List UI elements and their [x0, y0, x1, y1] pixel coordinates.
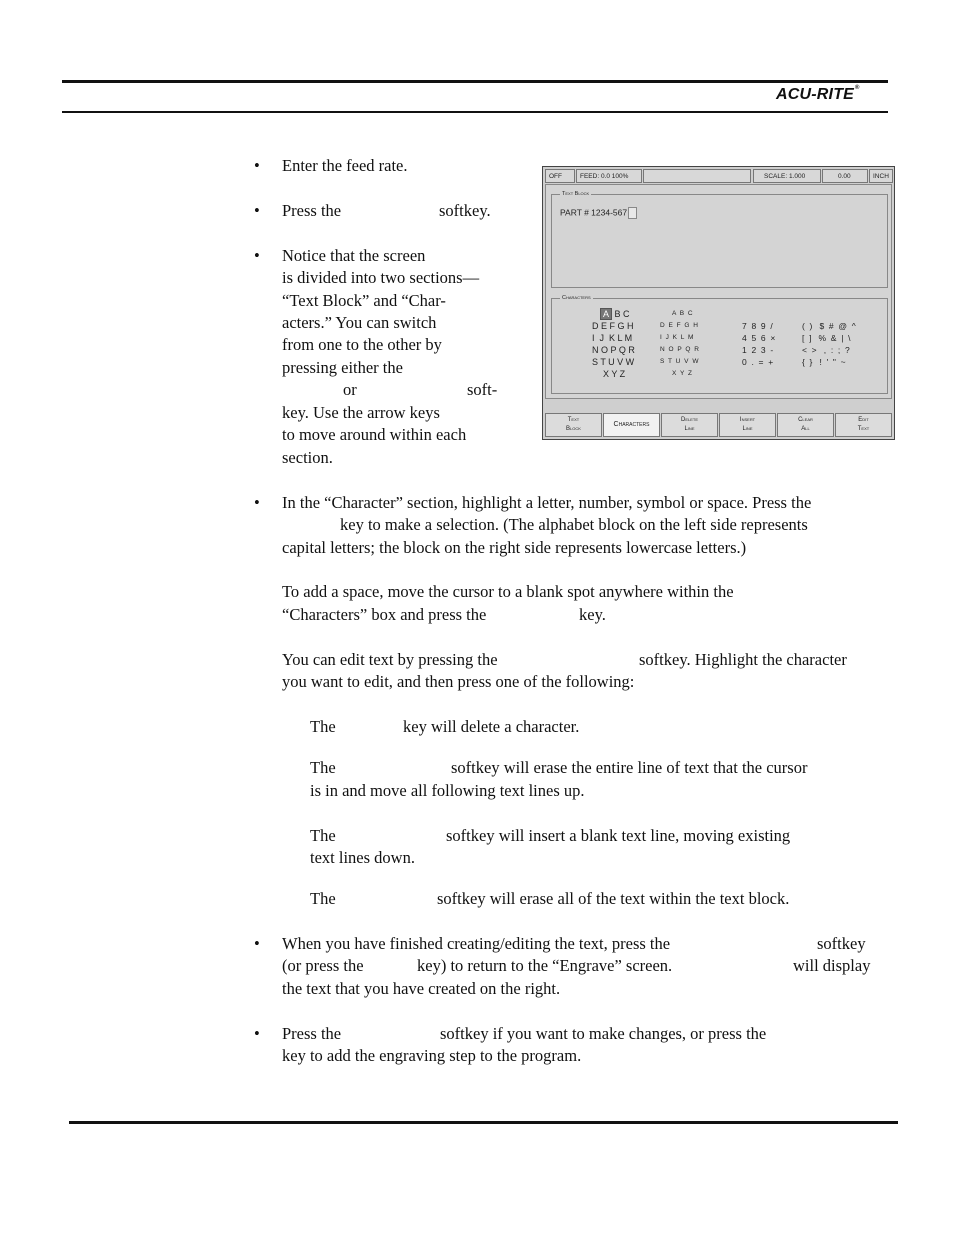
edit-line: softkey. Highlight the character: [639, 650, 847, 669]
status-feed: FEED: 0.0 100%: [576, 169, 642, 183]
char-row-lower[interactable]: I J K L M: [660, 334, 695, 341]
step-press-softkey-post: softkey.: [439, 201, 491, 220]
notice-line: Notice that the screen: [282, 246, 426, 265]
softkey-clear-all[interactable]: Clear All: [777, 413, 834, 437]
text-block-box: [551, 191, 888, 288]
item-the: The: [310, 758, 336, 777]
finish-line: will display: [793, 956, 871, 975]
char-row-upper[interactable]: I J K L M: [592, 333, 633, 343]
character-section-line: In the “Character” section, highlight a letter, number, symbol or space. Press the: [282, 493, 812, 512]
notice-line: is divided into two sections—: [282, 268, 480, 287]
notice-line: from one to the other by: [282, 335, 442, 354]
text-block-label: Text Block: [562, 191, 590, 197]
status-value: 0.00: [822, 169, 868, 183]
final-line: Press the: [282, 1024, 342, 1043]
softkey-delete-line[interactable]: Delete Line: [661, 413, 718, 437]
item-insert-line: text lines down.: [310, 848, 415, 867]
notice-line: or: [343, 380, 357, 399]
char-row-symbols[interactable]: < > , : ; ?: [802, 345, 850, 355]
char-row-digits[interactable]: 1 2 3 -: [742, 345, 774, 355]
status-scale: SCALE: 1.000: [753, 169, 821, 183]
notice-line: pressing either the: [282, 358, 403, 377]
notice-line: soft-: [467, 380, 498, 399]
space-line: “Characters” box and press the: [282, 605, 487, 624]
footer-rule: [69, 1121, 898, 1124]
dro-screen: [542, 166, 895, 440]
notice-line: “Text Block” and “Char-: [282, 291, 446, 310]
char-row-upper[interactable]: N O P Q R: [592, 345, 635, 355]
char-row-digits[interactable]: 4 5 6 ×: [742, 333, 776, 343]
bullet: •: [254, 493, 260, 512]
space-line: To add a space, move the cursor to a blank spot anywhere within the: [282, 582, 734, 601]
notice-line: acters.” You can switch: [282, 313, 437, 332]
finish-line: softkey: [817, 934, 866, 953]
char-row-symbols[interactable]: ( ) $ # @ ^: [802, 321, 856, 331]
softkey-text-block[interactable]: Text Block: [545, 413, 602, 437]
finish-line: the text that you have created on the right.: [282, 979, 561, 998]
item-delete-line: softkey will erase the entire line of text that the cursor: [451, 758, 808, 777]
final-line: key to add the engraving step to the program.: [282, 1046, 582, 1065]
bullet: •: [254, 246, 260, 265]
item-delete-line: is in and move all following text lines up.: [310, 781, 585, 800]
softkey-bar: [545, 413, 892, 437]
char-row-symbols[interactable]: [ ] % & | \: [802, 333, 851, 343]
step-press-softkey-pre: Press the: [282, 201, 342, 220]
header-bottom-rule: [62, 111, 888, 113]
item-the: The: [310, 717, 336, 736]
char-row-upper[interactable]: D E F G H: [592, 321, 634, 331]
item-the: The: [310, 826, 336, 845]
text-block-content: PART # 1234-567: [560, 207, 637, 219]
finish-line: key) to return to the “Engrave” screen.: [417, 956, 673, 975]
softkey-characters[interactable]: Characters: [603, 413, 660, 437]
char-row-lower[interactable]: X Y Z: [672, 370, 694, 377]
item-delete-key: key will delete a character.: [403, 717, 580, 736]
char-row-lower[interactable]: D E F G H: [660, 322, 699, 329]
char-row-upper[interactable]: X Y Z: [603, 369, 626, 379]
notice-line: key. Use the arrow keys: [282, 403, 440, 422]
char-row-digits[interactable]: 7 8 9 /: [742, 321, 773, 331]
char-row-upper[interactable]: S T U V W: [592, 357, 635, 367]
char-highlight[interactable]: A: [600, 308, 612, 320]
finish-line: (or press the: [282, 956, 364, 975]
char-row-symbols[interactable]: { } ! ' " ~: [802, 357, 846, 367]
finish-line: When you have finished creating/editing the text, press the: [282, 934, 671, 953]
char-row-lower[interactable]: N O P Q R: [660, 346, 700, 353]
status-bar: [545, 169, 892, 183]
edit-line: You can edit text by pressing the: [282, 650, 498, 669]
acu-rite-logo: ACU-RITE®: [776, 85, 860, 103]
header-top-rule: [62, 80, 888, 83]
character-section-line: capital letters; the block on the right side represents lowercase letters.): [282, 538, 747, 557]
char-row-lower[interactable]: S T U V W: [660, 358, 700, 365]
bullet: •: [254, 156, 260, 175]
final-line: softkey if you want to make changes, or press the: [440, 1024, 767, 1043]
main-panel: [545, 184, 892, 399]
bullet: •: [254, 201, 260, 220]
item-the: The: [310, 889, 336, 908]
item-insert-line: softkey will insert a blank text line, moving existing: [446, 826, 791, 845]
character-section-line: key to make a selection. (The alphabet block on the left side represents: [340, 515, 808, 534]
status-blank: [643, 169, 751, 183]
edit-line: you want to edit, and then press one of the following:: [282, 672, 635, 691]
char-row-upper[interactable]: A B C: [600, 308, 630, 320]
softkey-insert-line[interactable]: Insert Line: [719, 413, 776, 437]
bullet: •: [254, 1024, 260, 1043]
status-units: INCH: [869, 169, 893, 183]
char-row-digits[interactable]: 0 . = +: [742, 357, 774, 367]
characters-label: Characters: [562, 295, 591, 301]
char-row-lower[interactable]: A B C: [672, 310, 694, 317]
bullet: •: [254, 934, 260, 953]
text-cursor-icon: [628, 207, 637, 219]
characters-box: [551, 295, 888, 394]
space-line: key.: [579, 605, 606, 624]
notice-line: to move around within each: [282, 425, 467, 444]
notice-line: section.: [282, 448, 333, 467]
softkey-edit-text[interactable]: Edit Text: [835, 413, 892, 437]
status-off: OFF: [545, 169, 575, 183]
item-clear-all: softkey will erase all of the text within the text block.: [437, 889, 790, 908]
step-enter-feed: Enter the feed rate.: [282, 156, 408, 175]
